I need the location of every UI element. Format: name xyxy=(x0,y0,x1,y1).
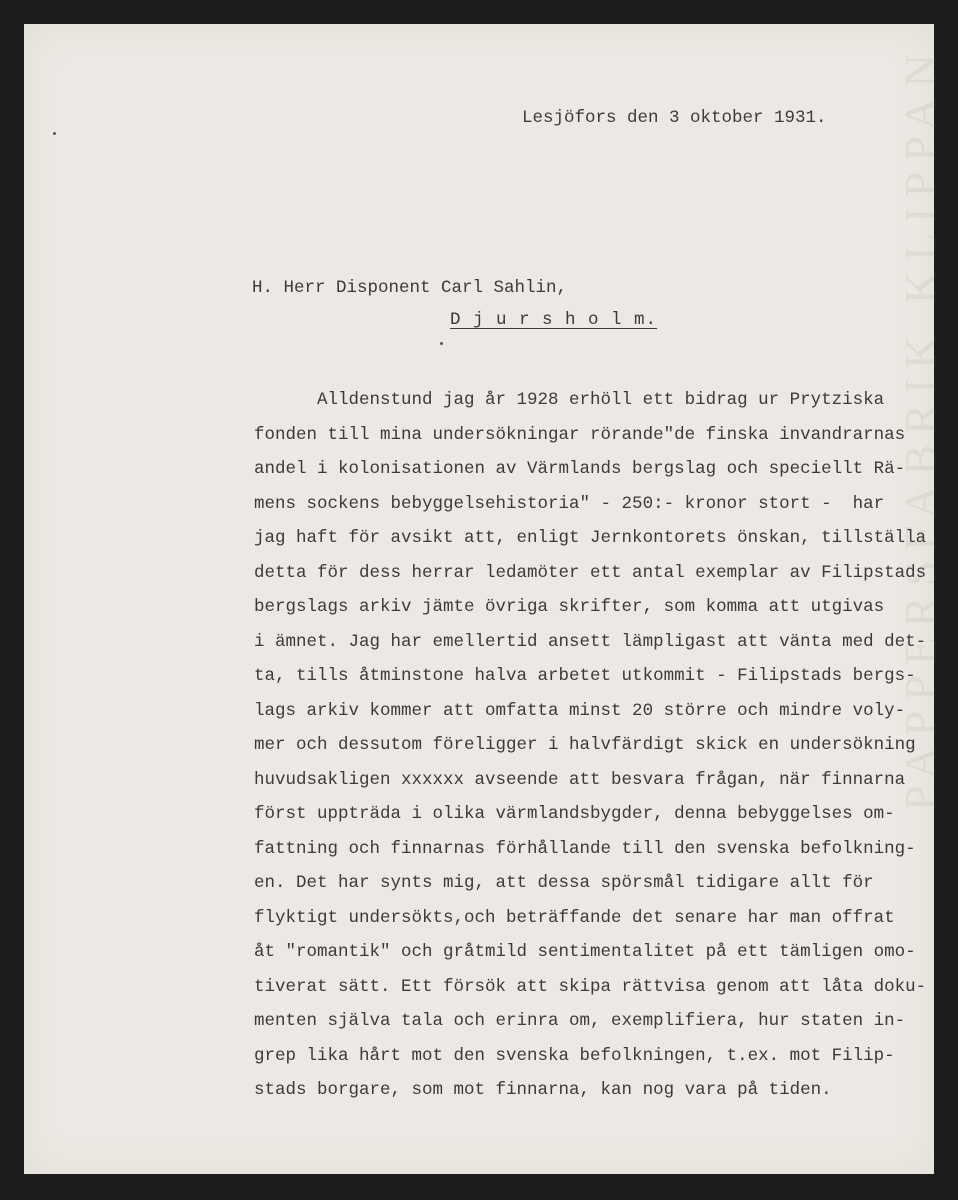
letter-body-line: först uppträda i olika värmlandsbygder, denna bebyggelses om- xyxy=(254,804,895,824)
letter-body-line: flyktigt undersökts,och beträffande det senare har man offrat xyxy=(254,907,895,928)
letter-body-line: ta, tills åtminstone halva arbetet utkommit - Filipstads bergs- xyxy=(254,666,916,686)
letter-body-line: bergslags arkiv jämte övriga skrifter, som komma att utgivas xyxy=(254,597,885,617)
letter-body-line: åt "romantik" och gråtmild sentimentalitet på ett tämligen omo- xyxy=(254,942,916,962)
letter-body-line: jag haft för avsikt att, enligt Jernkontorets önskan, tillställa xyxy=(254,528,927,548)
letter-body-line: grep lika hårt mot den svenska befolkningen, t.ex. mot Filip- xyxy=(254,1045,895,1066)
ink-speck xyxy=(53,132,56,135)
letter-body-line: mens sockens bebyggelsehistoria" - 250:- kronor stort - har xyxy=(254,493,885,514)
letter-body-line: i ämnet. Jag har emellertid ansett lämpligast att vänta med det- xyxy=(254,631,927,652)
letter-body-line: mer och dessutom föreligger i halvfärdigt skick en undersökning xyxy=(254,735,916,755)
letter-date: Lesjöfors den 3 oktober 1931. xyxy=(522,108,827,128)
letter-body-line: fonden till mina undersökningar rörande"de finska invandrarnas xyxy=(254,424,906,445)
letter-body-line: stads borgare, som mot finnarna, kan nog vara på tiden. xyxy=(254,1080,832,1100)
letter-city: D j u r s h o l m. xyxy=(450,310,658,330)
letter-body-line: lags arkiv kommer att omfatta minst 20 större och mindre voly- xyxy=(254,700,906,721)
letter-body-line: huvudsakligen xxxxxx avseende att besvara frågan, när finnarna xyxy=(254,769,906,790)
letter-body-line: andel i kolonisationen av Värmlands bergslag och speciellt Rä- xyxy=(254,459,906,479)
letter-body-line: en. Det har synts mig, att dessa spörsmål tidigare allt för xyxy=(254,873,874,893)
letter-body-line: menten själva tala och erinra om, exemplifiera, hur staten in- xyxy=(254,1011,906,1031)
letter-body-line: detta för dess herrar ledamöter ett antal exemplar av Filipstads xyxy=(254,562,927,583)
watermark-text: PAPPERSFABRIK KLIPPAN xyxy=(895,44,946,811)
ink-speck xyxy=(440,342,443,345)
letter-body-line: tiverat sätt. Ett försök att skipa rättvisa genom att låta doku- xyxy=(254,976,927,997)
letter-body-line: fattning och finnarnas förhållande till den svenska befolkning- xyxy=(254,838,916,859)
letter-body-line: Alldenstund jag år 1928 erhöll ett bidrag ur Prytziska xyxy=(254,390,885,410)
letter-page xyxy=(24,24,946,1174)
letter-recipient: H. Herr Disponent Carl Sahlin, xyxy=(252,278,568,298)
